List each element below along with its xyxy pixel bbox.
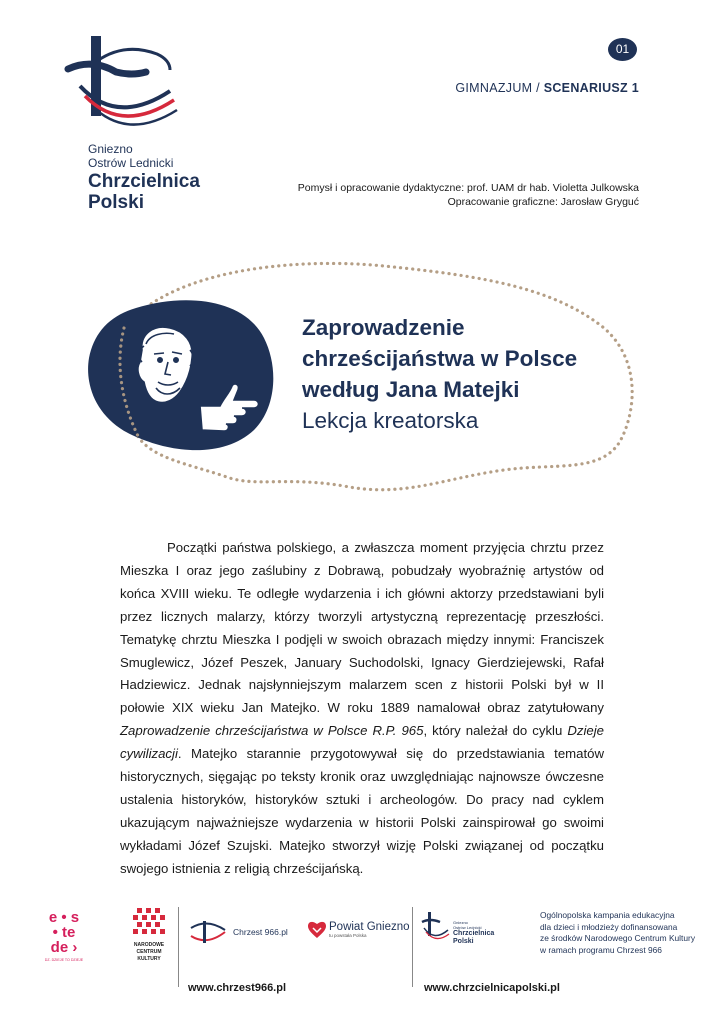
body-text-3: . Matejko starannie przygotowywał się do przedstawiania tematów historycznych, sięgając po teksty kronik oraz uwzględniając najnowsze ówczesne ustalenia historyków, historyków sztuki i archeologów. Do pracy nad cyklem ukazującym najważniejsze wydarzenia w historii Polski zainspirował go swoimi wykładami Józef Szujski. Matejko stworzył wizję Polski związanej od początku swojego istnienia z religią chrześcijańską. — [120, 746, 604, 876]
series-label — [455, 81, 639, 95]
chrzcielnica-footer-logo — [420, 912, 494, 946]
intro-paragraph — [120, 537, 604, 881]
chrzcielnicapolski-url[interactable]: www.chrzcielnicapolski.pl — [424, 982, 560, 994]
painting-title: Zaprowadzenie chrześcijaństwa w Polsce R.P. 965 — [120, 723, 424, 739]
chrpol-line-4: Polski — [453, 938, 474, 945]
footer-divider-2 — [412, 907, 413, 987]
heart-icon — [308, 920, 326, 940]
body-text-1: Początki państwa polskiego, a zwłaszcza moment przyjęcia chrztu przez Mieszka I oraz jego zaślubiny z Dobrawą, pobudzały wyobraźnię artystów od końca XVIII wieku. Te odległe wydarzenia i ich główni aktorzy przedstawiani byli przez licznych malarzy, którzy tworzyli artystyczną reprezentację przeszłości. Tematykę chrztu Mieszka I podjęli w swoich obrazach między innymi: Franciszek Smuglewicz, Józef Peszek, January Suchodolski, Ignacy Gierdziejewski, Rafał Hadziewicz. Jednak najsłynniejszym malarzem scen z historii Polski był w II połowie XIX wieku Jan Matejko. W roku 1889 namalował obraz zatytułowany — [120, 540, 604, 716]
body-text-2: , który należał do cyklu — [423, 723, 568, 739]
chrzest966-label: Chrzest 966.pl — [233, 927, 288, 937]
chrzcielnica-logo-mark — [62, 36, 187, 141]
funding-line-2: dla dzieci i młodzieży dofinansowana — [540, 921, 678, 932]
logo-text-chrzcielnica: Chrzcielnica — [88, 171, 200, 192]
logo-text-gniezno: Gniezno — [88, 142, 133, 156]
title-line-2: chrześcijaństwa w Polsce — [302, 346, 578, 371]
nck-logo — [128, 905, 170, 965]
series-name: SCENARIUSZ 1 — [543, 81, 639, 95]
logo-text-ostrow: Ostrów Lednicki — [88, 156, 174, 170]
credit-concept: Pomysł i opracowanie dydaktyczne: prof. UAM dr hab. Violetta Julkowska — [297, 182, 639, 194]
title-line-3: według Jana Matejki — [302, 377, 520, 402]
estede-line-2: • te — [52, 924, 76, 941]
lesson-subtitle: Lekcja kreatorska — [302, 408, 479, 433]
powiat-gniezno-logo — [308, 920, 410, 940]
chrpol-line-2: Ostrów Lednicki — [453, 924, 482, 930]
powiat-tagline: tu powstała Polska — [329, 933, 367, 938]
estede-line-3: de › — [50, 939, 78, 956]
estede-logo — [36, 908, 92, 962]
lesson-title — [302, 312, 577, 405]
chrzcielnica-small-mark-icon — [420, 912, 450, 944]
chrzest966-url[interactable]: www.chrzest966.pl — [188, 982, 287, 994]
title-line-1: Zaprowadzenie — [302, 315, 465, 340]
series-prefix: GIMNAZJUM / — [455, 81, 544, 95]
logo-text-polski: Polski — [88, 192, 144, 213]
nck-line-3: KULTURY — [137, 956, 161, 962]
chrzest966-logo — [189, 918, 288, 946]
nck-line-2: CENTRUM — [136, 949, 162, 955]
powiat-label: Powiat Gniezno — [329, 921, 410, 933]
chrpol-line-3: Chrzcielnica — [453, 930, 495, 937]
page-number-badge: 01 — [608, 38, 637, 61]
funding-line-1: Ogólnopolska kampania edukacyjna — [540, 910, 675, 920]
chrzest966-mark-icon — [189, 918, 229, 946]
footer-divider-1 — [178, 907, 179, 987]
funding-line-3: ze środków Narodowego Centrum Kultury — [540, 933, 696, 943]
credit-graphics: Opracowanie graficzne: Jarosław Gryguć — [447, 196, 639, 208]
estede-line-1: e • s — [48, 909, 80, 926]
cycle-title: Dzieje cywilizacji — [120, 723, 604, 762]
nck-line-1: NARODOWE — [133, 942, 165, 948]
funding-line-4: w ramach programu Chrzest 966 — [540, 944, 662, 955]
funding-note — [540, 910, 695, 956]
chrpol-line-1: Gniezno — [453, 920, 468, 925]
estede-tagline: DZ. DZIEJE TO DZIEJE — [44, 958, 84, 962]
